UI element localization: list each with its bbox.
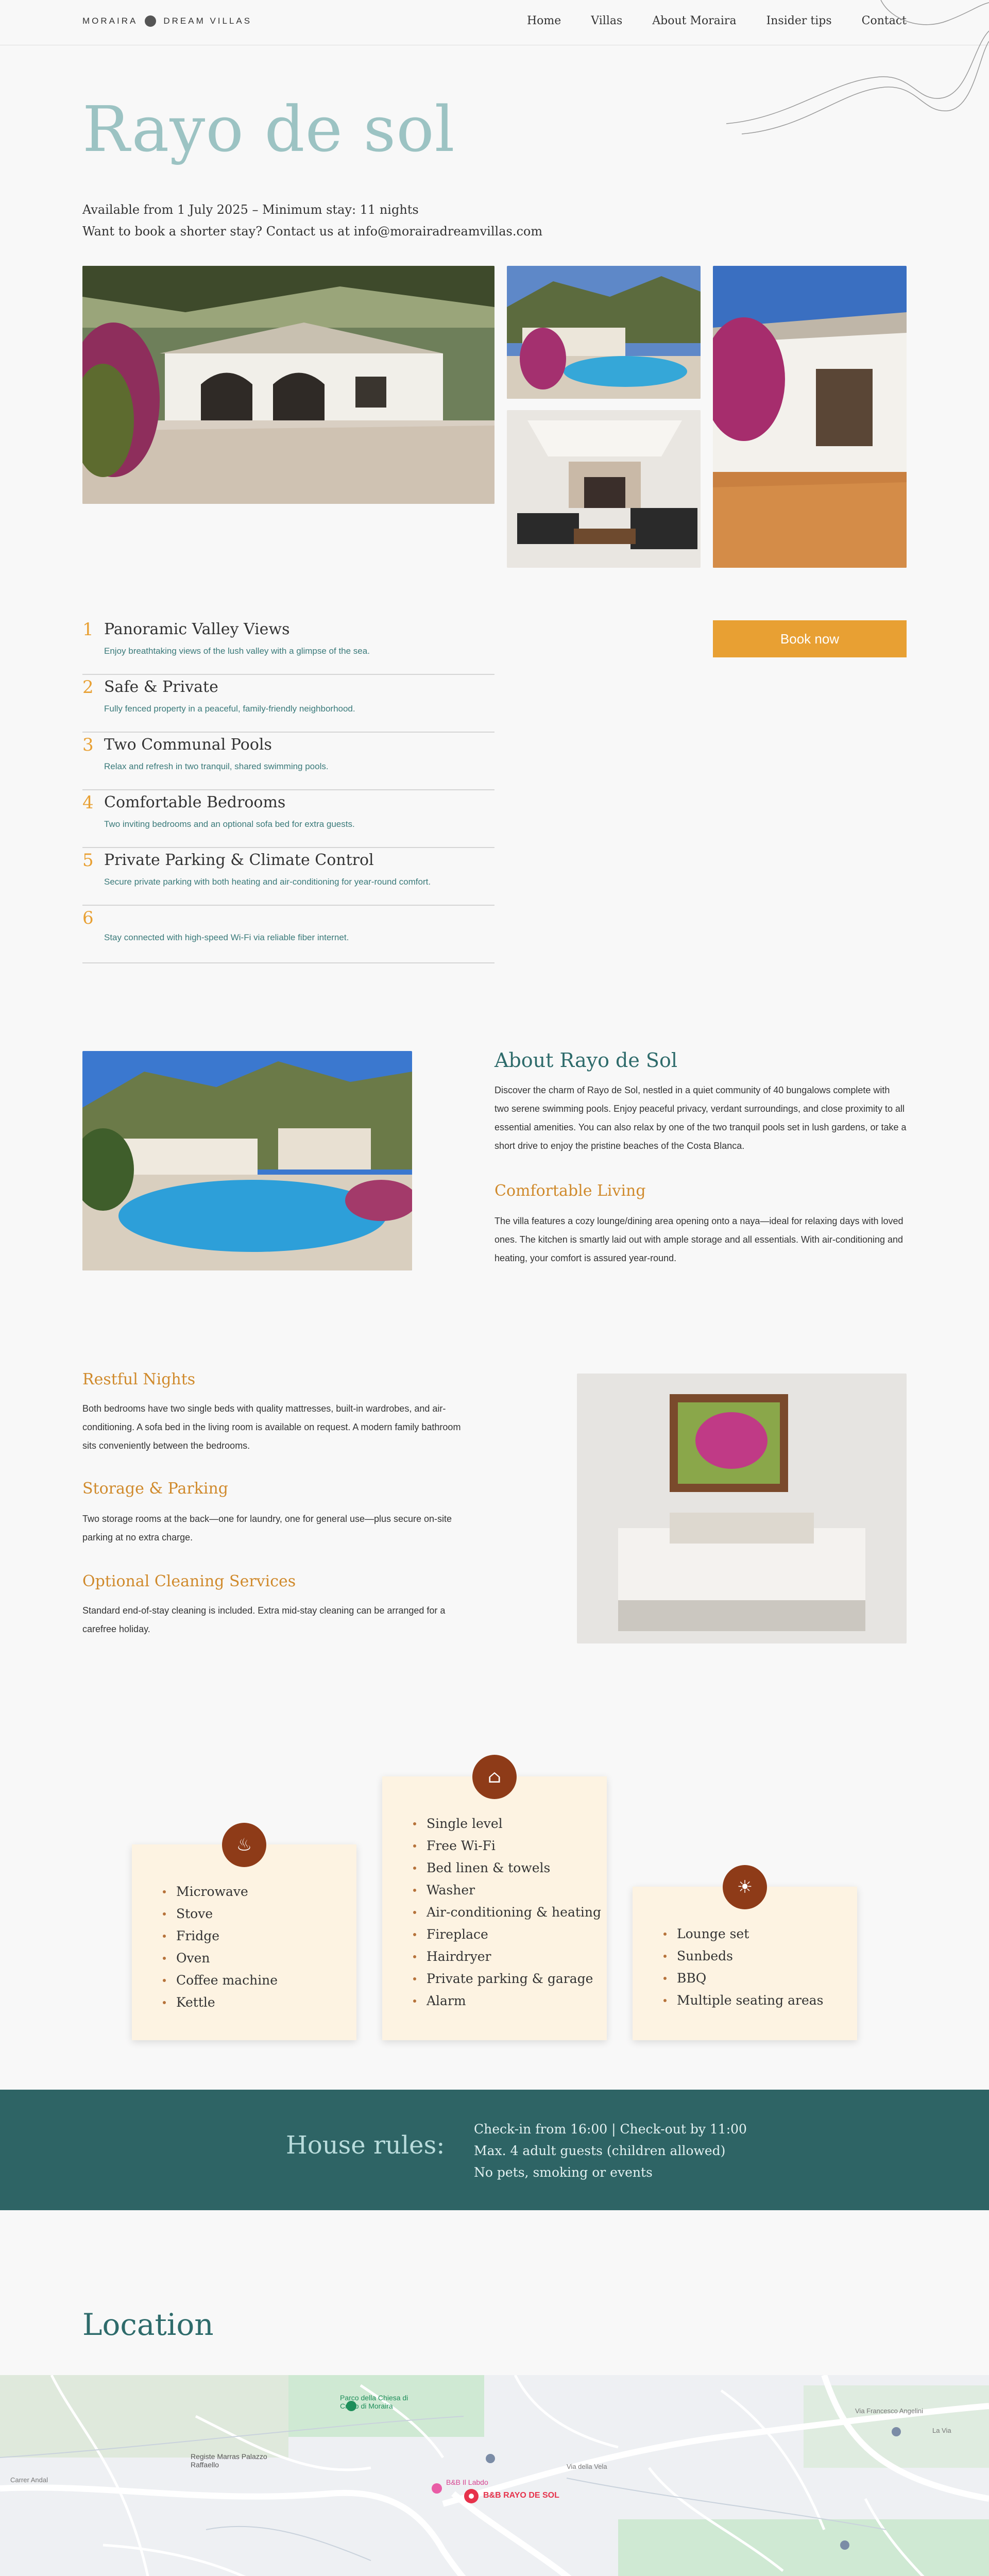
rule-line: No pets, smoking or events — [474, 2165, 653, 2180]
feature-desc: Stay connected with high-speed Wi-Fi via reliable fiber internet. — [104, 933, 349, 942]
gallery-photo-pool[interactable] — [507, 266, 701, 399]
brand-left: MORAIRA — [82, 16, 138, 26]
outdoor-item: BBQ — [663, 1967, 824, 1989]
nights-text: Both bedrooms have two single beds with quality mattresses, built-in wardrobes, and air-conditioning. A sofa bed in the living room is available on request. A modern family bathroom sits conveniently between the bedrooms. — [82, 1403, 461, 1451]
kitchen-item: Microwave — [163, 1880, 278, 1903]
outdoor-item: Sunbeds — [663, 1945, 824, 1967]
kitchen-card — [132, 1835, 356, 2040]
map-label: Carrer Andal — [10, 2476, 48, 2484]
nav-insider-tips[interactable]: Insider tips — [766, 14, 832, 27]
decorative-line-art — [726, 0, 989, 155]
map-label: Registe Marras Palazzo Raffaello — [191, 2452, 267, 2469]
storage-text: Two storage rooms at the back—one for laundry, one for general use—plus secure on-site parking at no extra charge. — [82, 1514, 452, 1543]
house-item: Bed linen & towels — [413, 1857, 601, 1879]
map-label: B&B Il Labdo — [446, 2478, 488, 2486]
kitchen-item: Fridge — [163, 1925, 278, 1947]
kitchen-pot-icon: ♨ — [222, 1823, 266, 1867]
feature-desc: Enjoy breathtaking views of the lush valley with a glimpse of the sea. — [104, 646, 370, 656]
feature-item — [82, 733, 494, 790]
house-rules-title: House rules: — [286, 2131, 445, 2160]
feature-item — [82, 617, 494, 675]
map-label: Via della Vela — [567, 2463, 607, 2470]
brand-right: DREAM VILLAS — [163, 16, 252, 26]
bedroom-photo — [577, 1374, 907, 1643]
feature-number: 6 — [82, 908, 94, 928]
availability-info — [82, 199, 542, 242]
outdoor-list — [663, 1923, 824, 2011]
feature-title: Private Parking & Climate Control — [104, 851, 374, 869]
logo-sun-icon — [145, 15, 156, 27]
outdoor-item: Multiple seating areas — [663, 1989, 824, 2011]
house-card — [382, 1767, 607, 2040]
about-photo-pool — [82, 1051, 412, 1270]
location-map[interactable] — [0, 2375, 989, 2576]
living-text: The villa features a cozy lounge/dining area opening onto a naya—ideal for relaxing days with loved ones. The kitchen is smartly laid out with ample storage and all essentials. With air-conditioning and heating, your comfort is assured year-round. — [494, 1216, 903, 1263]
page-title: Rayo de sol — [82, 93, 455, 166]
map-label: Via Francesco Angelini — [855, 2407, 924, 2415]
cleaning-title: Optional Cleaning Services — [82, 1572, 296, 1590]
nav-about-moraira[interactable]: About Moraira — [652, 14, 737, 27]
house-rules-list — [474, 2119, 747, 2183]
kitchen-item: Stove — [163, 1903, 278, 1925]
house-icon: ⌂ — [472, 1755, 517, 1799]
feature-title: Two Communal Pools — [104, 736, 272, 754]
feature-number: 1 — [82, 619, 94, 640]
feature-item — [82, 848, 494, 906]
feature-desc: Relax and refresh in two tranquil, shared swimming pools. — [104, 761, 329, 771]
house-rules-band — [0, 2090, 989, 2210]
house-item: Single level — [413, 1812, 601, 1835]
rule-line: Check-in from 16:00 | Check-out by 11:00 — [474, 2122, 747, 2137]
house-item: Air-conditioning & heating — [413, 1901, 601, 1923]
living-title: Comfortable Living — [494, 1182, 646, 1200]
feature-item — [82, 675, 494, 733]
house-list — [413, 1812, 601, 2012]
site-logo[interactable] — [82, 15, 252, 27]
house-item: Washer — [413, 1879, 601, 1901]
kitchen-item: Kettle — [163, 1991, 278, 2013]
kitchen-item: Coffee machine — [163, 1969, 278, 1991]
map-label: La Via — [932, 2427, 951, 2434]
outdoor-item: Lounge set — [663, 1923, 824, 1945]
feature-title: Safe & Private — [104, 678, 218, 696]
location-title: Location — [82, 2307, 214, 2342]
nights-title: Restful Nights — [82, 1370, 196, 1388]
feature-number: 3 — [82, 735, 94, 755]
map-label: Parco della Chiesa di Cristo di Moraira — [340, 2394, 408, 2410]
gallery-photo-living[interactable] — [507, 410, 701, 568]
feature-item — [82, 906, 494, 963]
map-pin-label[interactable]: B&B RAYO DE SOL — [483, 2491, 559, 2500]
feature-desc: Fully fenced property in a peaceful, family-friendly neighborhood. — [104, 704, 355, 714]
house-item: Fireplace — [413, 1923, 601, 1945]
house-item: Alarm — [413, 1990, 601, 2012]
house-item: Private parking & garage — [413, 1968, 601, 1990]
nav-home[interactable]: Home — [526, 14, 561, 27]
contact-line: Want to book a shorter stay? Contact us at info@morairadreamvillas.com — [82, 224, 543, 239]
gallery-photo-terrace[interactable] — [713, 266, 907, 568]
availability-line: Available from 1 July 2025 – Minimum stay: 11 nights — [82, 202, 419, 217]
cleaning-text: Standard end-of-stay cleaning is included. Extra mid-stay cleaning can be arranged for a carefree holiday. — [82, 1605, 446, 1634]
house-item: Free Wi-Fi — [413, 1835, 601, 1857]
house-item: Hairdryer — [413, 1945, 601, 1968]
feature-number: 5 — [82, 850, 94, 871]
feature-number: 2 — [82, 677, 94, 698]
feature-number: 4 — [82, 792, 94, 813]
feature-desc: Two inviting bedrooms and an optional sofa bed for extra guests. — [104, 819, 355, 829]
storage-title: Storage & Parking — [82, 1480, 228, 1498]
outdoor-grill-icon: ☀ — [723, 1865, 767, 1909]
feature-item — [82, 790, 494, 848]
kitchen-list — [163, 1880, 278, 2013]
outdoor-card — [633, 1877, 857, 2040]
gallery-photo-main[interactable] — [82, 266, 494, 504]
feature-title: Panoramic Valley Views — [104, 620, 290, 638]
about-text: Discover the charm of Rayo de Sol, nestled in a quiet community of 40 bungalows complete with two serene swimming pools. Enjoy peaceful privacy, verdant surroundings, and close proximity to all essential amenities. You can also relax by one of the two tranquil pools set in lush gardens, or take a short drive to enjoy the pristine beaches of the Costa Blanca. — [494, 1085, 907, 1151]
rule-line: Max. 4 adult guests (children allowed) — [474, 2143, 726, 2158]
feature-desc: Secure private parking with both heating and air-conditioning for year-round comfort. — [104, 877, 431, 887]
about-title: About Rayo de Sol — [494, 1049, 677, 1072]
book-now-button[interactable]: Book now — [713, 620, 907, 657]
nav-villas[interactable]: Villas — [591, 14, 623, 27]
feature-title: Comfortable Bedrooms — [104, 793, 286, 811]
kitchen-item: Oven — [163, 1947, 278, 1969]
nav-contact[interactable]: Contact — [861, 14, 907, 27]
